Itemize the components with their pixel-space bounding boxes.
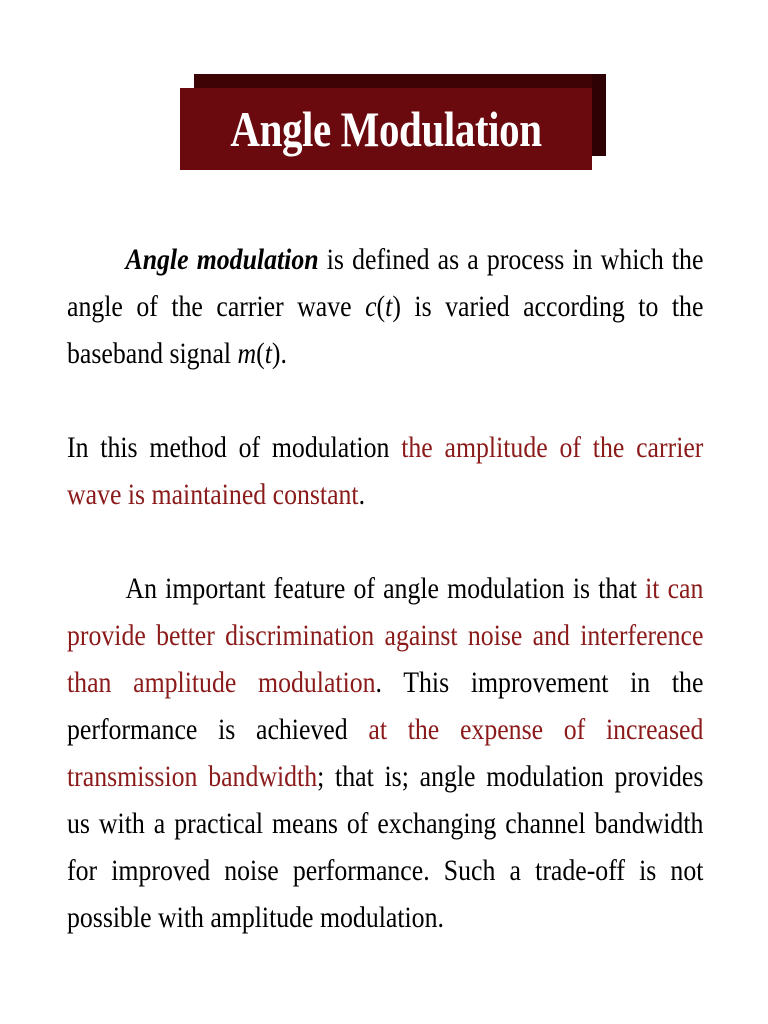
paren-close-2: ).	[271, 337, 287, 370]
paren-open-2: (	[256, 337, 265, 370]
amplitude-highlight: the amplitude of the carrier wave is maintained constant	[67, 431, 704, 511]
var-m: m	[237, 337, 257, 370]
feature-text-3: ; that is; angle modulation provides us with a practical means of exchanging channel bandwidth for improved noise performance. Such a trade-off is not possible with amplitude modulation.	[67, 760, 704, 934]
slide-body-inner	[67, 236, 703, 941]
paragraph-gap	[67, 518, 703, 565]
title-box-top-bevel	[194, 74, 606, 88]
var-t-2: t	[264, 337, 272, 370]
slide-body	[67, 236, 703, 941]
amplitude-text-1: In this method of modulation	[67, 431, 402, 464]
paragraph-definition	[67, 236, 703, 377]
definition-text-2: is varied according to the baseband signal	[67, 290, 704, 370]
feature-text-1: An important feature of angle modulation is that	[125, 572, 646, 605]
paragraph-gap	[67, 377, 703, 424]
feature-highlight-1: it can provide better discrimination against noise and interference than amplitude modulation	[67, 572, 704, 699]
page-title: Angle Modulation	[230, 101, 542, 157]
var-c: c	[365, 290, 377, 323]
definition-text-1: is defined as a process in which the angle of the carrier wave	[67, 243, 704, 323]
paragraph-feature	[67, 565, 703, 941]
amplitude-text-2: .	[358, 478, 366, 511]
title-box-side-bevel	[592, 74, 606, 156]
paragraph-amplitude	[67, 424, 703, 518]
term-angle-modulation: Angle modulation	[125, 243, 319, 276]
paren-close-1: )	[392, 290, 401, 323]
feature-highlight-2: at the expense of increased transmission bandwidth	[67, 713, 704, 793]
feature-text-2: . This improvement in the performance is achieved	[67, 666, 704, 746]
var-t-1: t	[385, 290, 393, 323]
paren-open-1: (	[376, 290, 386, 323]
